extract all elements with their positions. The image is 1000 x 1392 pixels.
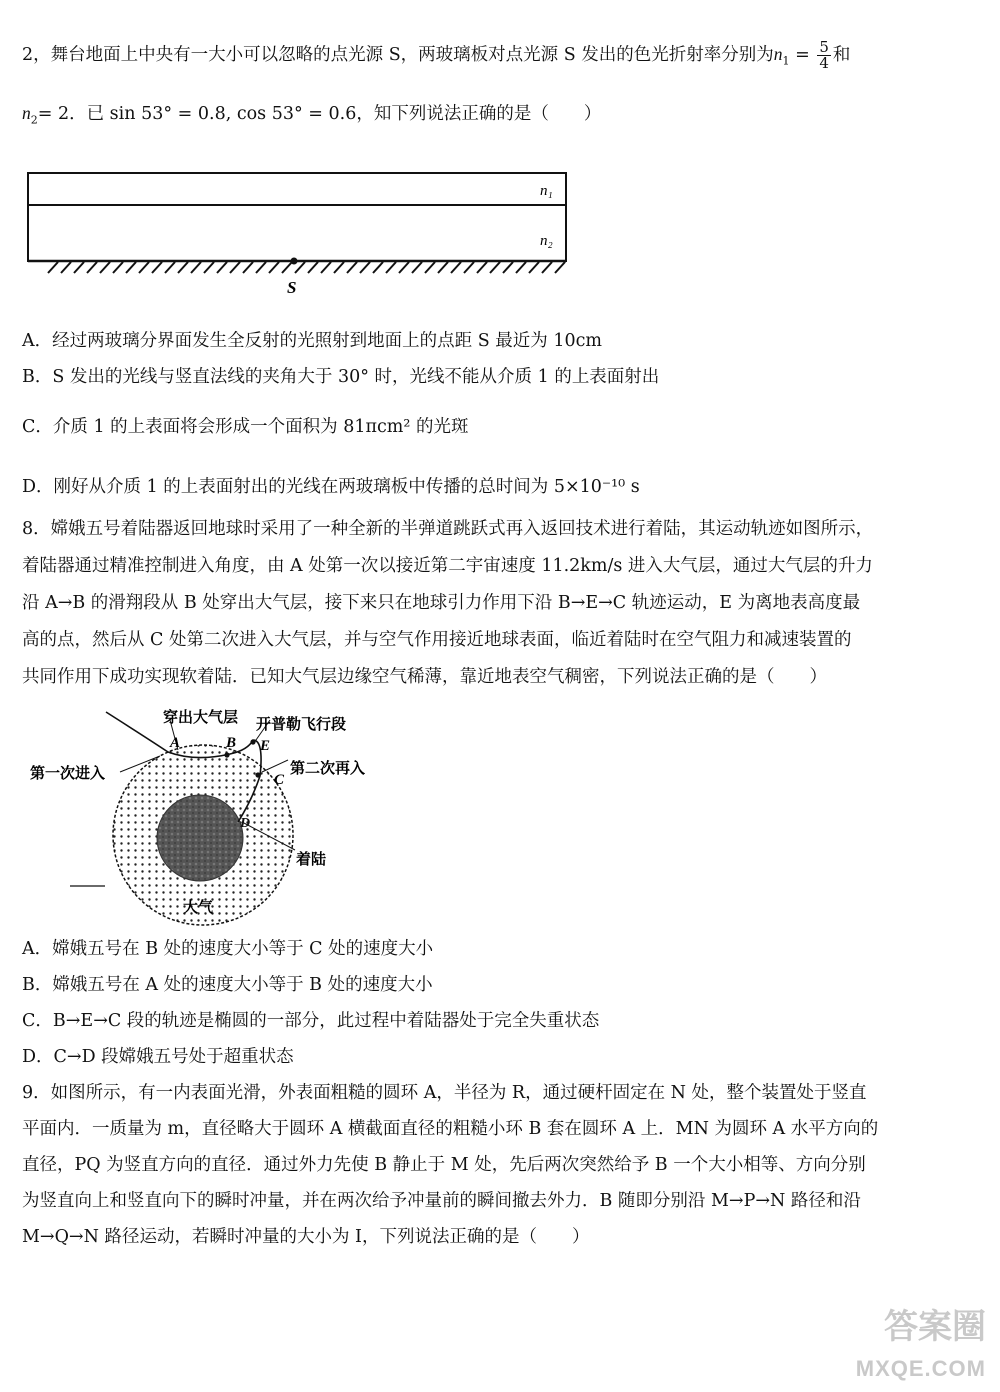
label-C: C (274, 772, 285, 788)
label-landing: 着陆 (296, 852, 327, 868)
q8-option-a: A．嫦娥五号在 B 处的速度大小等于 C 处的速度大小 (22, 939, 434, 959)
q8-stem-line4: 高的点，然后从 C 处第二次进入大气层，并与空气作用接近地球表面，临近着陆时在空气阻力和减速装置的 (22, 630, 852, 650)
hatch-line (87, 262, 97, 273)
fraction-5-4: $\frac{5}{4}$ (819, 38, 829, 72)
q9-stem-line2: 平面内．一质量为 m，直径略大于圆环 A 横截面直径的粗糙小环 B 套在圆环 A 上．MN 为圆环 A 水平方向的 (22, 1119, 879, 1139)
hatch-line (217, 262, 227, 273)
plate-n1 (28, 173, 566, 205)
hatch-line (490, 262, 500, 273)
hatch-line (152, 262, 162, 273)
q8-stem-line5: 共同作用下成功实现软着陆．已知大气层边缘空气稀薄，靠近地表空气稠密，下列说法正确的是（ ） (22, 667, 827, 687)
hatch-line (542, 262, 552, 273)
q2-option-a: A．经过两玻璃分界面发生全反射的光照射到地面上的点距 S 最近为 10cm (22, 331, 602, 351)
q8-stem-line1: 8．嫦娥五号着陆器返回地球时采用了一种全新的半弹道跳跃式再入返回技术进行着陆，其运动轨迹如图所示， (22, 519, 874, 539)
point-B (224, 752, 229, 757)
hatch-line (334, 262, 344, 273)
hatch-line (529, 262, 539, 273)
hatch-line (425, 262, 435, 273)
ground-hatching (48, 262, 565, 273)
label-E: E (260, 738, 271, 754)
label-kepler-segment: 开普勒飞行段 (256, 717, 347, 733)
hatch-line (191, 262, 201, 273)
label-exit-atmosphere: 穿出大气层 (163, 710, 239, 726)
q2-option-c: C．介质 1 的上表面将会形成一个面积为 81πcm² 的光斑 (22, 417, 469, 437)
label-B: B (226, 735, 237, 751)
hatch-line (269, 262, 279, 273)
q8-option-b: B．嫦娥五号在 A 处的速度大小等于 B 处的速度大小 (22, 975, 433, 995)
hatch-line (165, 262, 175, 273)
label-S: S (287, 278, 297, 297)
pointer-second-entry (262, 760, 288, 772)
q9-stem-line1: 9．如图所示，有一内表面光滑，外表面粗糙的圆环 A，半径为 R，通过硬杆固定在 N 处，整个装置处于竖直 (22, 1083, 867, 1103)
hatch-line (178, 262, 188, 273)
q2-stem-line1: 2，舞台地面上中央有一大小可以忽略的点光源 S，两玻璃板对点光源 S 发出的色光折射率分别为$n_1$ = $\frac{5}{4}$ 和 (22, 38, 851, 72)
earth-circle (157, 795, 243, 881)
q9-stem-line4: 为竖直向上和竖直向下的瞬时冲量，并在两次给予冲量前的瞬间撤去外力．B 随即分别沿 M→P→N 路径和沿 (22, 1191, 861, 1211)
hatch-line (451, 262, 461, 273)
q2-stem-line2: $n_2= 2$．已 sin 53° = 0.8, cos 53° = 0.6，知下列说法正确的是（ ） (22, 103, 602, 127)
point-C (255, 772, 260, 777)
hatch-line (230, 262, 240, 273)
q9-stem-line5: M→Q→N 路径运动，若瞬时冲量的大小为 I，下列说法正确的是（ ） (22, 1227, 590, 1247)
hatch-line (126, 262, 136, 273)
q2-option-d: D．刚好从介质 1 的上表面射出的光线在两玻璃板中传播的总时间为 5×10⁻¹⁰ s (22, 477, 640, 497)
glass-plates-figure (18, 165, 578, 300)
reentry-trajectory-figure (20, 700, 440, 932)
hatch-line (321, 262, 331, 273)
label-D: D (240, 816, 251, 831)
label-second-entry: 第二次再入 (290, 761, 366, 777)
hatch-line (347, 262, 357, 273)
hatch-line (516, 262, 526, 273)
hatch-line (477, 262, 487, 273)
hatch-line (412, 262, 422, 273)
hatch-line (282, 262, 292, 273)
hatch-line (386, 262, 396, 273)
hatch-line (295, 262, 305, 273)
label-n1: n₁ (540, 183, 553, 199)
watermark-url: MXQE.COM (855, 1356, 986, 1381)
label-atmosphere: 大气 (183, 900, 214, 916)
hatch-line (555, 262, 565, 273)
hatch-line (204, 262, 214, 273)
q8-option-d: D．C→D 段嫦娥五号处于超重状态 (22, 1047, 294, 1067)
q8-option-c: C．B→E→C 段的轨迹是椭圆的一部分，此过程中着陆器处于完全失重状态 (22, 1011, 600, 1031)
hatch-line (139, 262, 149, 273)
hatch-line (113, 262, 123, 273)
hatch-line (373, 262, 383, 273)
q9-stem-line3: 直径，PQ 为竖直方向的直径．通过外力先使 B 静止于 M 处，先后两次突然给予 B 一个大小相等、方向分别 (22, 1155, 866, 1175)
hatch-line (438, 262, 448, 273)
label-A: A (170, 735, 181, 751)
hatch-line (503, 262, 513, 273)
hatch-line (48, 262, 58, 273)
q8-stem-line3: 沿 A→B 的滑翔段从 B 处穿出大气层，接下来只在地球引力作用下沿 B→E→C 轨迹运动，E 为离地表高度最 (22, 593, 861, 613)
plate-n2 (28, 205, 566, 261)
hatch-line (360, 262, 370, 273)
hatch-line (464, 262, 474, 273)
q2-option-b: B．S 发出的光线与竖直法线的夹角大于 30° 时，光线不能从介质 1 的上表面射出 (22, 367, 660, 387)
hatch-line (61, 262, 71, 273)
label-first-entry: 第一次进入 (30, 766, 106, 782)
hatch-line (100, 262, 110, 273)
label-n2: n₂ (540, 233, 553, 249)
hatch-line (308, 262, 318, 273)
hatch-line (256, 262, 266, 273)
point-source-S (291, 258, 298, 265)
watermark-logo: 答案圈 (884, 1308, 986, 1346)
hatch-line (399, 262, 409, 273)
hatch-line (243, 262, 253, 273)
hatch-line (74, 262, 84, 273)
q8-stem-line2: 着陆器通过精准控制进入角度，由 A 处第一次以接近第二宇宙速度 11.2km/s 进入大气层，通过大气层的升力 (22, 556, 873, 576)
point-E (250, 739, 255, 744)
